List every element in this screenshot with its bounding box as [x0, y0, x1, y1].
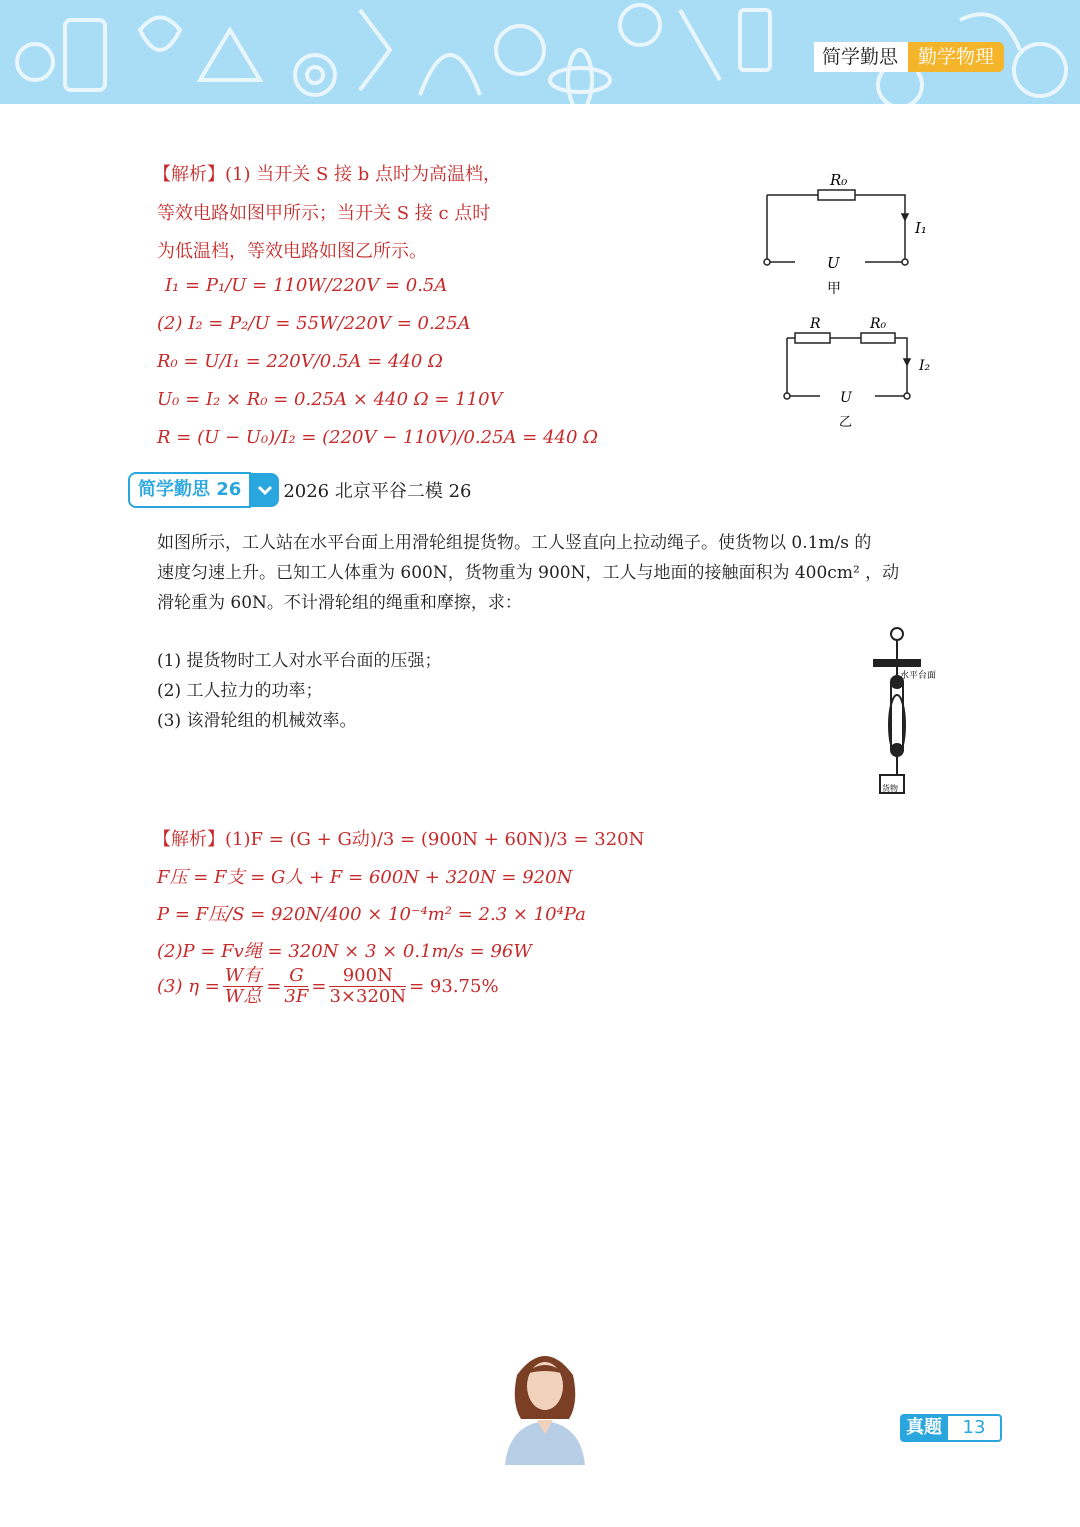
circuit-a-caption: 甲	[827, 281, 841, 297]
footer-label: 真题	[900, 1414, 948, 1442]
eff-fraction-3	[329, 966, 406, 1007]
circuit-b-r-label: R	[810, 316, 821, 332]
analysis1-line-1: 【解析】(1) 当开关 S 接 b 点时为高温档，	[153, 164, 501, 185]
eff-f2-den: 3F	[284, 986, 309, 1007]
analysis1-line-5: (2) I₂ = P₂/U = 55W/220V = 0.25A	[157, 313, 471, 334]
question-item-3: (3) 该滑轮组的机械效率。	[157, 711, 357, 731]
eff-f1-den: W总	[224, 986, 262, 1007]
question-tag: 简学勤思 26	[128, 472, 251, 508]
question-header	[128, 472, 471, 508]
brand-logo	[814, 42, 1004, 72]
question-source: 2026 北京平谷二模 26	[283, 481, 472, 502]
analysis2-efficiency: (3) η = $\frac{\text{W有}}{\text{W总}}$ = $\frac{G}{3F}$ = $\frac{900N}{3\times 320N}$ = 93.75%	[157, 965, 499, 1007]
footer-page-tag	[900, 1414, 1002, 1442]
circuit-a-u-label: U	[827, 254, 840, 272]
question-body-line-2: 速度匀速上升。已知工人体重为 600N，货物重为 900N，工人与地面的接触面积为 400cm² ，动	[157, 563, 900, 583]
eff-prefix: (3) η =	[157, 976, 220, 997]
brand-left: 简学勤思	[814, 42, 908, 72]
analysis1-line-4: I₁ = P₁/U = 110W/220V = 0.5A	[165, 275, 448, 296]
analysis2-line-4: (2)P = Fv绳 = 320N × 3 × 0.1m/s = 96W	[157, 941, 532, 962]
analysis1-line-6: R₀ = U/I₁ = 220V/0.5A = 440 Ω	[157, 351, 443, 372]
eff-fraction-1	[223, 966, 264, 1007]
question-item-1: (1) 提货物时工人对水平台面的压强；	[157, 651, 442, 671]
eff-f1-num: W有	[224, 965, 262, 986]
brand-right: 勤学物理	[908, 42, 1004, 72]
header-banner	[0, 0, 1080, 104]
analysis1-line-7: U₀ = I₂ × R₀ = 0.25A × 440 Ω = 110V	[157, 389, 503, 410]
expand-button[interactable]	[251, 473, 279, 507]
analysis2-line-1: 【解析】(1)F = (G + G动)/3 = (900N + 60N)/3 = 320N	[153, 829, 645, 850]
question-body-line-3: 滑轮重为 60N。不计滑轮组的绳重和摩擦，求：	[157, 593, 522, 613]
page-number: 13	[948, 1414, 1002, 1442]
eff-f2-num: G	[284, 966, 308, 987]
circuit-b-i2-label: I₂	[919, 358, 931, 374]
teacher-avatar	[495, 1340, 595, 1465]
circuit-diagram-a	[755, 165, 945, 300]
pulley-cargo-label: 货物	[882, 784, 898, 793]
circuit-b-u-label: U	[840, 390, 852, 406]
analysis1-line-8: R = (U − U₀)/I₂ = (220V − 110V)/0.25A = 440 Ω	[157, 427, 599, 448]
chevron-down-icon	[257, 484, 273, 496]
question-item-2: (2) 工人拉力的功率；	[157, 681, 323, 701]
eff-fraction-2	[284, 966, 308, 1007]
circuit-b-caption: 乙	[839, 415, 853, 430]
circuit-diagram-b	[775, 310, 945, 435]
eff-f3-num: 900N	[329, 966, 406, 987]
analysis1-line-3: 为低温档，等效电路如图乙所示。	[157, 241, 427, 262]
analysis2-line-2: F压 = F支 = G人 + F = 600N + 320N = 920N	[157, 867, 573, 888]
circuit-a-r0-label: R₀	[830, 171, 848, 189]
eff-f3-den: 3×320N	[329, 986, 407, 1007]
pulley-platform-label: 水平台面	[900, 671, 937, 681]
circuit-b-r0-label: R₀	[870, 316, 887, 332]
analysis2-line-3: P = F压/S = 920N/400 × 10⁻⁴m² = 2.3 × 10⁴Pa	[157, 904, 586, 925]
circuit-a-i1-label: I₁	[915, 219, 927, 237]
analysis1-line-2: 等效电路如图甲所示；当开关 S 接 c 点时	[157, 203, 491, 224]
eff-result: = 93.75%	[409, 976, 499, 997]
pulley-figure	[860, 620, 950, 800]
question-body-line-1: 如图所示，工人站在水平台面上用滑轮组提货物。工人竖直向上拉动绳子。使货物以 0.1m/s 的	[157, 533, 872, 553]
